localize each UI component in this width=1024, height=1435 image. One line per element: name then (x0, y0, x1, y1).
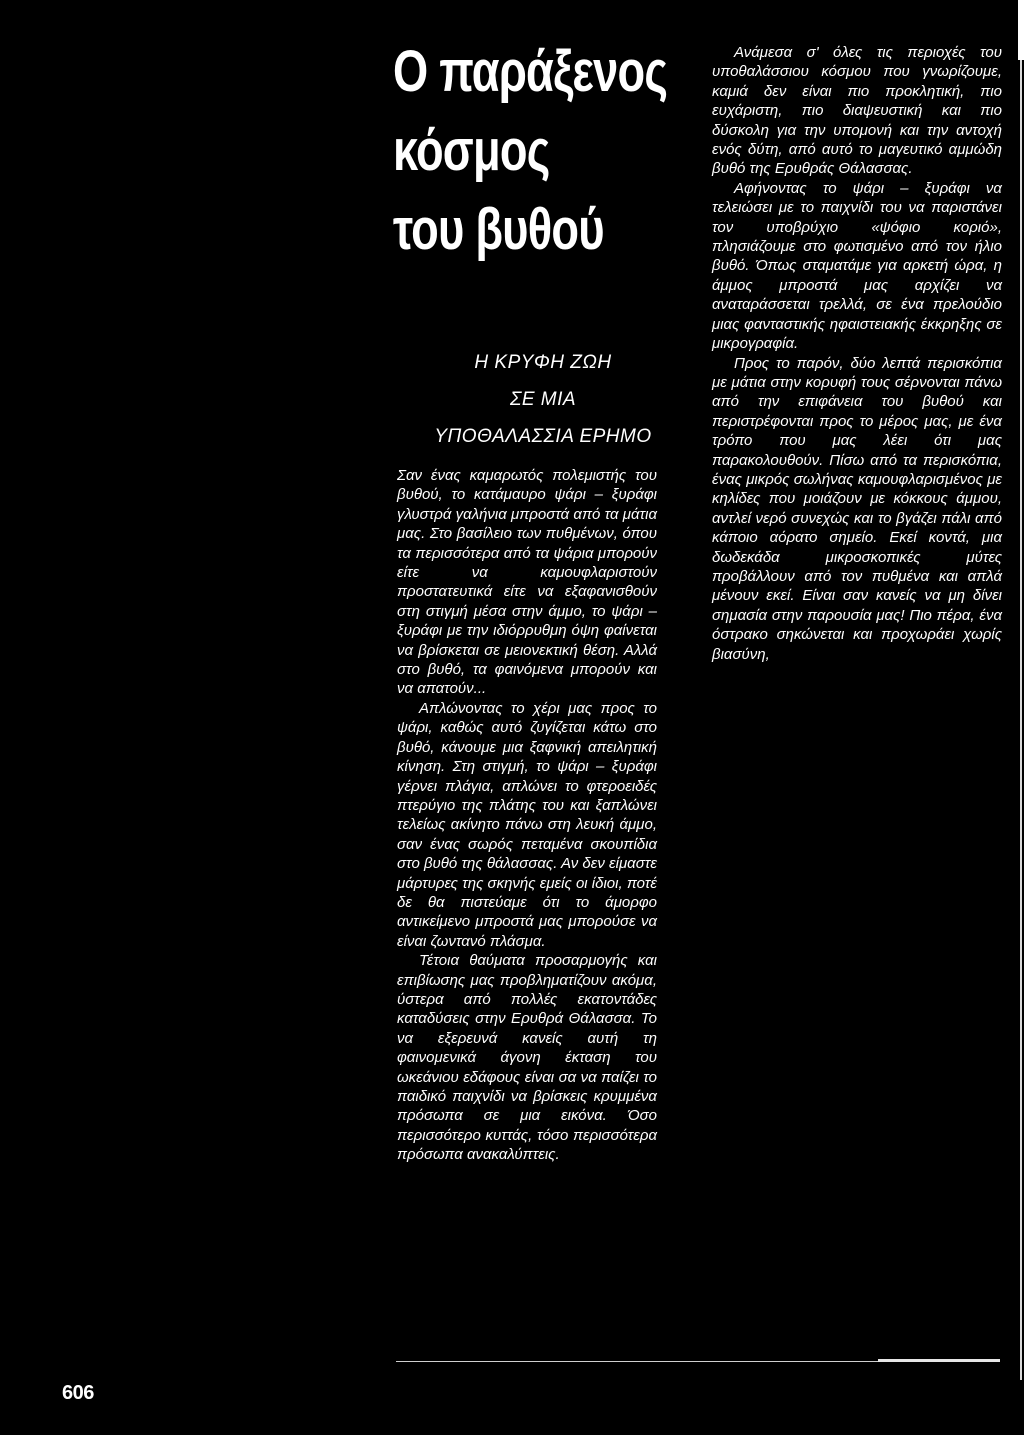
article-title (393, 32, 668, 269)
page-number: 606 (62, 1382, 94, 1404)
subtitle-line-1: Η ΚΡΥΦΗ ΖΩΗ (474, 352, 612, 373)
right-column (712, 43, 1002, 664)
subtitle-line-3: ΥΠΟΘΑΛΑΣΣΙΑ ΕΡΗΜΟ (434, 426, 652, 447)
edge-mark (1018, 0, 1024, 60)
paragraph: Απλώνοντας το χέρι μας προς το ψάρι, καθώς αυτό ζυγίζεται κάτω στο βυθό, κάνουμε μια ξαφνική απειλητική κίνηση. Στη στιγμή, το ψάρι – ξυράφι γέρνει πλάγια, απλώνει το φτεροειδές πτερύγιο της πλάτης του και ξαπλώνει τελείως ακίνητο πάνω στη λευκή άμμο, σαν ένας σωρός πεταμένα σκουπίδια στο βυθό της θάλασσας. Αν δεν είμαστε μάρτυρες της σκηνής εμείς οι ίδιοι, ποτέ δε θα πιστεύαμε ότι το άμορφο αντικείμενο μπροστά μας μπορούσε να είναι ζωντανό πλάσμα. (397, 699, 657, 950)
left-column (397, 466, 657, 1165)
paragraph: Ανάμεσα σ' όλες τις περιοχές του υποθαλάσσιου κόσμου που γνωρίζουμε, καμιά δεν είναι πιο προκλητική, πιο ευχάριστη, πιο διαψευστική και πιο δύσκολη για την υπομονή και την αντοχή ενός δύτη, από αυτό το μαγευτικό αμμώδη βυθό της Ερυθράς Θάλασσας. (712, 44, 1002, 178)
paragraph: Αφήνοντας το ψάρι – ξυράφι να τελειώσει με το παιχνίδι του να παριστάνει τον υποβρύχιο «ψόφιο κοριό», πλησιάζουμε στο φωτισμένο από τον ήλιο βυθό. Όπως σταματάμε για αρκετή ώρα, η άμμος μπροστά μας αρχίζει να αναταράσσεται τρελλά, σε ένα πρελούδιο μιας φανταστικής ηφαιστειακής έκκρηξης σε μικρογραφία. (712, 179, 1002, 353)
edge-line (1020, 60, 1022, 1380)
paragraph: Σαν ένας καμαρωτός πολεμιστής του βυθού, το κατάμαυρο ψάρι – ξυράφι γλυστρά γαλήνια μπροστά από τα μάτια μας. Στο βασίλειο των πυθμένων, όπου τα περισσότερα από τα ψάρια μπορούν είτε να καμουφλαριστούν προστατευτικά είτε να εξαφανισθούν στη στιγμή μέσα στην άμμο, το ψάρι – ξυράφι με την ιδιόρρυθμη όψη φαίνεται να βρίσκεται σε μειονεκτική θέση. Αλλά στο βυθό, τα φαινόμενα μπορούν και να απατούν... (397, 467, 657, 698)
title-line-1: Ο παράξενος (393, 39, 668, 104)
title-line-2: κόσμος (393, 118, 550, 183)
subtitle-line-2: ΣΕ ΜΙΑ (509, 389, 577, 410)
title-line-3: του βυθού (393, 197, 604, 262)
paragraph: Προς το παρόν, δύο λεπτά περισκόπια με μάτια στην κορυφή τους σέρνονται πάνω από την επιφάνεια του βυθού και περιστρέφονται προς το μέρος μας, με ένα τρόπο που μας λέει ότι μας παρακολουθούν. Πίσω από τα περισκόπια, ένας μικρός σωλήνας καμουφλαρισμένος με κηλίδες που μοιάζουν με κόκκους άμμου, αντλεί νερό συνεχώς και το βγάζει πάλι από κάποιο αόρατο σημείο. Εκεί κοντά, μια δωδεκάδα μικροσκοπικές μύτες προβάλλουν από τον πυθμένα και απλά μένουν εκεί. Είναι σαν κανείς να μη δίνει σημασία στην παρουσία μας! Πιο πέρα, ένα όστρακο σηκώνεται και προχωράει χωρίς βιασύνη, (712, 354, 1002, 663)
article-subtitle (393, 344, 693, 455)
paragraph: Τέτοια θαύματα προσαρμογής και επιβίωσης μας προβληματίζουν ακόμα, ύστερα από πολλές εκατοντάδες καταδύσεις στην Ερυθρά Θάλασσα. Το να εξερευνά κανείς αυτή τη φαινομενικά άγονη έκταση του ωκεάνιου εδάφους είναι σα να παίζει το παιδικό παιχνίδι να βρίσκεις κρυμμένα πρόσωπα σε μια εικόνα. Όσο περισσότερο κυττάς, τόσο περισσότερα πρόσωπα ανακαλύπτεις. (397, 952, 657, 1164)
footer-rule-accent (878, 1359, 1000, 1362)
